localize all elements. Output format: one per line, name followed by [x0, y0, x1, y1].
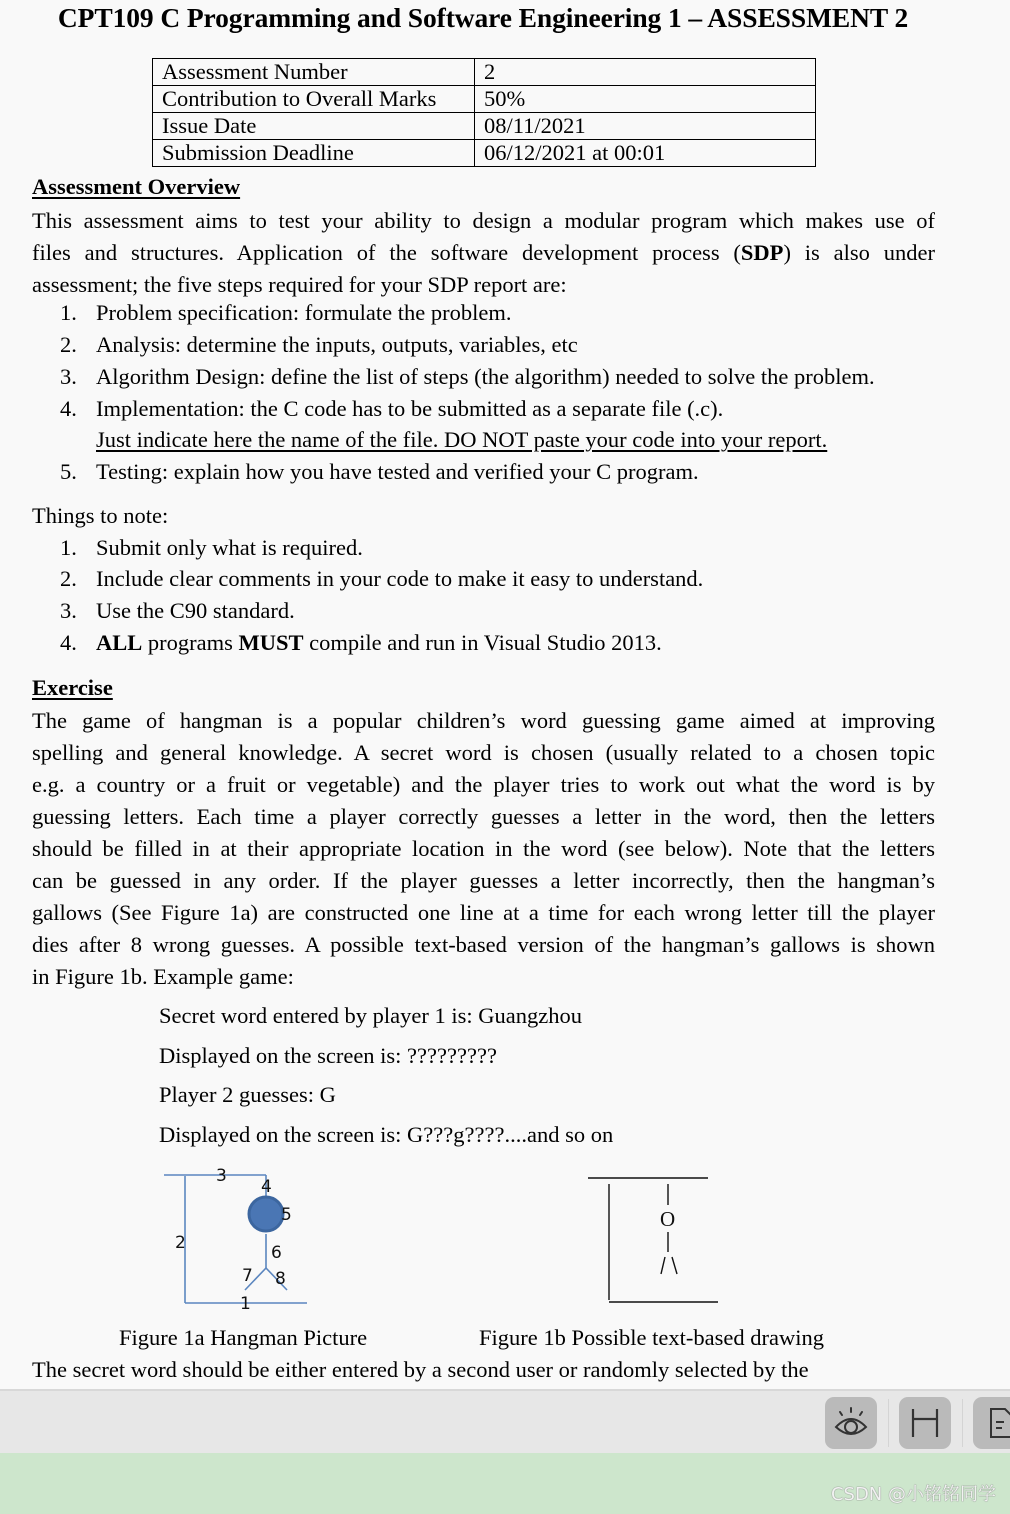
paragraph-line	[32, 237, 935, 269]
list-text: Algorithm Design: define the list of steps (the algorithm) needed to solve the problem.	[96, 364, 875, 389]
fit-width-icon	[905, 1403, 945, 1443]
text-span: ) is also under	[783, 240, 935, 265]
svg-text:6: 6	[271, 1243, 282, 1263]
example-line: Player 2 guesses: G	[159, 1082, 336, 1107]
document-title: CPT109 C Programming and Software Engineering 1 – ASSESSMENT 2	[57, 2, 909, 33]
table-row	[153, 140, 816, 167]
notes-heading: Things to note:	[32, 503, 169, 528]
table-cell-value: 2	[475, 59, 816, 86]
paragraph-line: e.g. a country or a fruit or vegetable) and the player tries to work out what the word is by	[32, 772, 935, 797]
text-gallows-icon	[570, 1160, 740, 1320]
bold-text: ALL	[96, 630, 143, 655]
paragraph-line: assessment; the five steps required for your SDP report are:	[32, 272, 567, 297]
list-number: 1.	[60, 300, 77, 325]
list-text: Submit only what is required.	[96, 535, 363, 560]
paragraph-line: can be guessed in any order. If the player guesses a letter incorrectly, then the hangman’s	[32, 868, 935, 893]
list-number: 4.	[60, 630, 77, 655]
svg-text:8: 8	[275, 1269, 286, 1289]
text-span: compile and run in Visual Studio 2013.	[303, 630, 662, 655]
list-number: 5.	[60, 459, 77, 484]
reader-toolbar	[0, 1389, 1010, 1453]
csdn-watermark: CSDN @小铭铭同学	[830, 1484, 996, 1505]
toolbar-divider	[888, 1399, 889, 1447]
table-cell-label: Assessment Number	[153, 59, 475, 86]
list-number: 3.	[60, 598, 77, 623]
list-text: Use the C90 standard.	[96, 598, 295, 623]
list-number: 1.	[60, 535, 77, 560]
overview-paragraph	[32, 205, 935, 301]
bold-text: MUST	[238, 630, 304, 655]
table-cell-value: 50%	[475, 86, 816, 113]
list-text: Testing: explain how you have tested and verified your C program.	[96, 459, 699, 484]
hangman-diagram-icon	[150, 1160, 330, 1320]
list-number: 2.	[60, 332, 77, 357]
eye-mode-button[interactable]	[825, 1397, 877, 1449]
list-number: 2.	[60, 566, 77, 591]
svg-text:2: 2	[175, 1233, 186, 1253]
overview-heading: Assessment Overview	[32, 174, 241, 199]
paragraph-line: spelling and general knowledge. A secret word is chosen (usually related to a chosen topic	[32, 740, 935, 765]
table-row	[153, 113, 816, 140]
list-text: Include clear comments in your code to make it easy to understand.	[96, 566, 704, 591]
svg-text:7: 7	[242, 1266, 253, 1286]
list-text: Analysis: determine the inputs, outputs, variables, etc	[96, 332, 578, 357]
trailing-paragraph-line: The secret word should be either entered by a second user or randomly selected by the	[32, 1357, 809, 1382]
list-text	[96, 630, 662, 656]
table-cell-label: Contribution to Overall Marks	[153, 86, 475, 113]
example-line: Secret word entered by player 1 is: Guangzhou	[159, 1003, 582, 1028]
svg-text:1: 1	[240, 1294, 251, 1314]
toolbar-divider	[962, 1399, 963, 1447]
svg-text:4: 4	[261, 1177, 272, 1197]
document-button[interactable]	[973, 1397, 1010, 1449]
fit-width-button[interactable]	[899, 1397, 951, 1449]
paragraph-line: The game of hangman is a popular children’s word guessing game aimed at improving	[32, 708, 935, 733]
exercise-paragraph	[32, 705, 935, 993]
underlined-note: Just indicate here the name of the file. DO NOT paste your code into your report.	[96, 427, 828, 452]
table-row	[153, 86, 816, 113]
table-cell-value: 08/11/2021	[475, 113, 816, 140]
list-text: Problem specification: formulate the problem.	[96, 300, 512, 325]
text-span: programs	[142, 630, 239, 655]
svg-text:O: O	[660, 1207, 676, 1231]
table-cell-label: Issue Date	[153, 113, 475, 140]
example-line: Displayed on the screen is: G???g????....and so on	[159, 1122, 614, 1147]
paragraph-line: gallows (See Figure 1a) are constructed one line at a time for each wrong letter till the player	[32, 900, 935, 925]
figure-1a-caption: Figure 1a Hangman Picture	[119, 1325, 368, 1350]
exercise-heading: Exercise	[32, 675, 113, 700]
list-text: Implementation: the C code has to be submitted as a separate file (.c).	[96, 396, 724, 421]
eye-icon	[831, 1403, 871, 1443]
list-number: 3.	[60, 364, 77, 389]
assessment-info-table	[152, 58, 816, 167]
paragraph-line: dies after 8 wrong guesses. A possible text-based version of the hangman’s gallows is shown	[32, 932, 935, 957]
table-cell-label: Submission Deadline	[153, 140, 475, 167]
paragraph-line: should be filled in at their appropriate location in the word (see below). Note that the letters	[32, 836, 935, 861]
figure-1b-caption: Figure 1b Possible text-based drawing	[479, 1325, 824, 1350]
list-number: 4.	[60, 396, 77, 421]
footer-bar	[0, 1453, 1010, 1514]
text-span: files and structures. Application of the software development process (	[32, 240, 741, 265]
sdp-bold: SDP	[740, 240, 784, 265]
table-cell-value: 06/12/2021 at 00:01	[475, 140, 816, 167]
paragraph-line: guessing letters. Each time a player correctly guesses a letter in the word, then the letters	[32, 804, 935, 829]
figure-1b-text-drawing	[570, 1160, 740, 1320]
svg-text:5: 5	[281, 1205, 292, 1225]
paragraph-line: This assessment aims to test your ability to design a modular program which makes use of	[32, 208, 935, 233]
figure-1a-hangman-picture	[150, 1160, 330, 1320]
document-icon	[979, 1403, 1010, 1443]
example-line: Displayed on the screen is: ?????????	[159, 1043, 497, 1068]
svg-text:3: 3	[216, 1166, 227, 1186]
paragraph-line: in Figure 1b. Example game:	[32, 964, 294, 989]
table-row	[153, 59, 816, 86]
